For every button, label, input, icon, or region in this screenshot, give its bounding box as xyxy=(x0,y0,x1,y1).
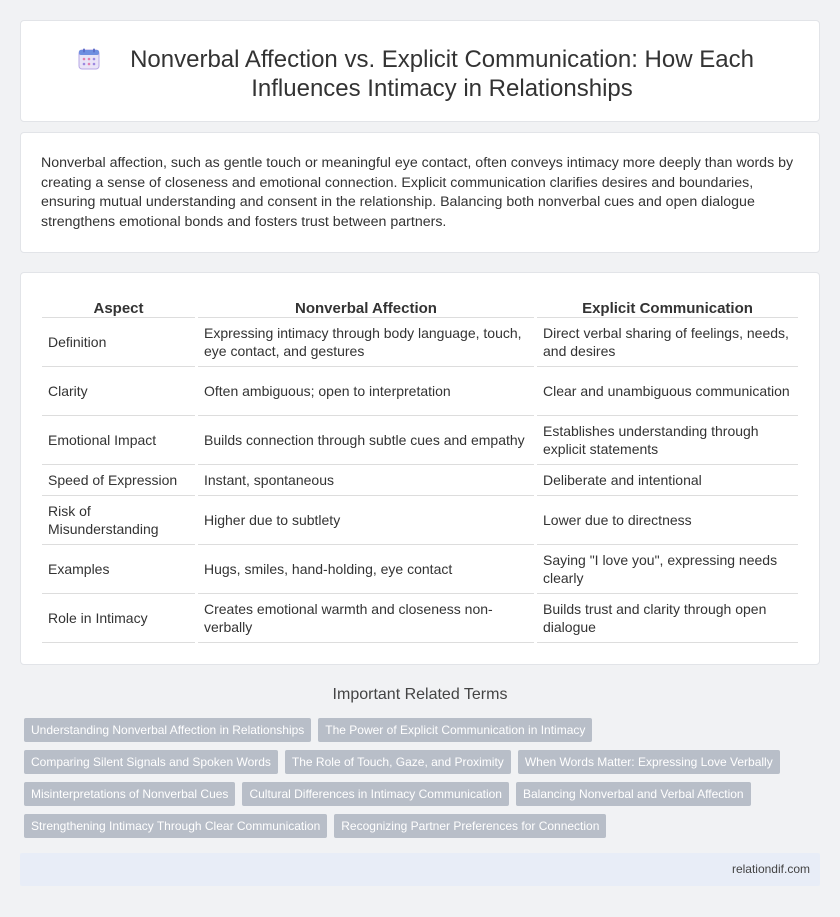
aspect-cell: Definition xyxy=(42,318,195,367)
nonverbal-cell: Expressing intimacy through body language, touch, eye contact, and gestures xyxy=(198,318,534,367)
related-term-tag[interactable]: The Role of Touch, Gaze, and Proximity xyxy=(285,750,511,774)
nonverbal-cell: Instant, spontaneous xyxy=(198,465,534,496)
related-term-tag[interactable]: Strengthening Intimacy Through Clear Communication xyxy=(24,814,327,838)
table-row xyxy=(42,465,798,496)
aspect-cell: Emotional Impact xyxy=(42,416,195,465)
explicit-cell: Clear and unambiguous communication xyxy=(537,367,798,416)
aspect-cell: Role in Intimacy xyxy=(42,594,195,643)
related-term-tag[interactable]: Understanding Nonverbal Affection in Relationships xyxy=(24,718,311,742)
explicit-cell: Deliberate and intentional xyxy=(537,465,798,496)
intro-paragraph: Nonverbal affection, such as gentle touch or meaningful eye contact, often conveys intimacy more deeply than words by creating a sense of closeness and emotional connection. Explicit communication clarifies desires and boundaries, ensuring mutual understanding and consent in the relationship. Balancing both nonverbal cues and open dialogue strengthens emotional bonds and fosters trust between partners. xyxy=(41,155,794,230)
related-terms-heading: Important Related Terms xyxy=(332,686,508,703)
header-card xyxy=(20,20,820,122)
explicit-cell: Establishes understanding through explicit statements xyxy=(537,416,798,465)
table-row xyxy=(42,367,798,416)
nonverbal-cell: Hugs, smiles, hand-holding, eye contact xyxy=(198,545,534,594)
comparison-card xyxy=(20,272,820,665)
comparison-table xyxy=(42,297,798,643)
site-link[interactable]: relationdif.com xyxy=(731,862,810,876)
footer xyxy=(20,853,820,886)
related-term-tag[interactable]: Balancing Nonverbal and Verbal Affection xyxy=(516,782,751,806)
explicit-cell: Direct verbal sharing of feelings, needs, and desires xyxy=(537,318,798,367)
explicit-cell: Builds trust and clarity through open dialogue xyxy=(537,594,798,643)
table-header-row xyxy=(42,297,798,318)
related-term-tag[interactable]: Recognizing Partner Preferences for Connection xyxy=(334,814,606,838)
related-term-tag[interactable]: When Words Matter: Expressing Love Verbally xyxy=(518,750,780,774)
table-row xyxy=(42,496,798,545)
related-term-tag[interactable]: Comparing Silent Signals and Spoken Words xyxy=(24,750,278,774)
related-term-tag[interactable]: Misinterpretations of Nonverbal Cues xyxy=(24,782,235,806)
table-row xyxy=(42,594,798,643)
nonverbal-cell: Builds connection through subtle cues and empathy xyxy=(198,416,534,465)
aspect-cell: Clarity xyxy=(42,367,195,416)
table-row xyxy=(42,545,798,594)
aspect-cell: Examples xyxy=(42,545,195,594)
page-title: Nonverbal Affection vs. Explicit Communication: How Each Influences Intimacy in Relationships xyxy=(130,46,754,102)
related-terms-list xyxy=(24,718,824,846)
table-row xyxy=(42,416,798,465)
related-term-tag[interactable]: Cultural Differences in Intimacy Communication xyxy=(242,782,509,806)
explicit-cell: Saying "I love you", expressing needs clearly xyxy=(537,545,798,594)
intro-card xyxy=(20,132,820,253)
aspect-cell: Speed of Expression xyxy=(42,465,195,496)
aspect-cell: Risk of Misunderstanding xyxy=(42,496,195,545)
nonverbal-cell: Often ambiguous; open to interpretation xyxy=(198,367,534,416)
calendar-icon xyxy=(78,48,100,70)
related-term-tag[interactable]: The Power of Explicit Communication in Intimacy xyxy=(318,718,592,742)
column-header: Explicit Communication xyxy=(537,297,798,318)
nonverbal-cell: Higher due to subtlety xyxy=(198,496,534,545)
table-row xyxy=(42,318,798,367)
column-header: Nonverbal Affection xyxy=(198,297,534,318)
explicit-cell: Lower due to directness xyxy=(537,496,798,545)
nonverbal-cell: Creates emotional warmth and closeness non-verbally xyxy=(198,594,534,643)
column-header: Aspect xyxy=(42,297,195,318)
